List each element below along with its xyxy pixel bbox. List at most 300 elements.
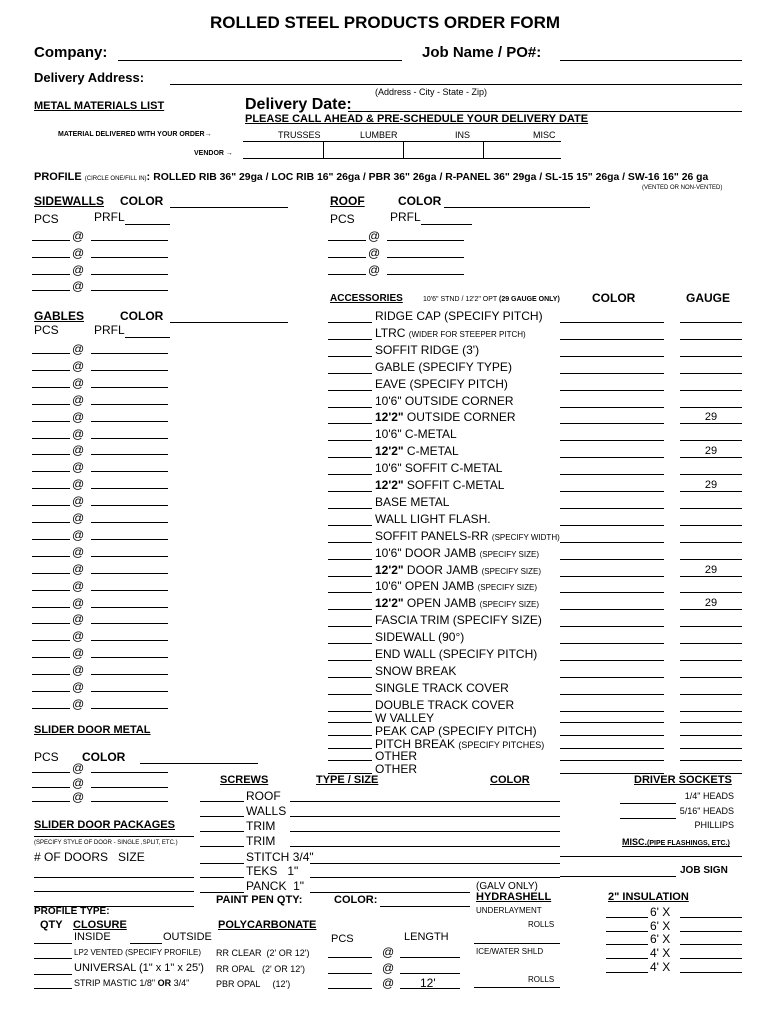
slider-packages-field[interactable] [34, 836, 194, 837]
accessory-item-9 [375, 445, 459, 457]
accessory-qty-7[interactable] [328, 423, 372, 424]
gables-qty-4[interactable] [32, 404, 70, 405]
sidewalls-pcs-label: PCS [34, 212, 59, 226]
gables-length-1[interactable] [91, 353, 168, 354]
gables-length-2[interactable] [91, 370, 168, 371]
roof-qty-3[interactable] [328, 274, 366, 275]
sidewalls-at-4: @ [72, 279, 85, 294]
accessories-note: 10'6" STND / 12'2" OPT (29 GAUGE ONLY) [423, 296, 560, 303]
gables-qty-17[interactable] [32, 623, 70, 624]
slider-metal-qty-2[interactable] [32, 787, 70, 788]
call-ahead-note: PLEASE CALL AHEAD & PRE-SCHEDULE YOUR DELIVERY DATE [245, 113, 589, 125]
num-doors-field-2[interactable] [34, 891, 194, 892]
roof-color-field[interactable] [444, 207, 590, 208]
accessory-color-16[interactable] [560, 576, 664, 577]
screw-qty-3[interactable] [200, 831, 244, 832]
driver-qty-2[interactable] [620, 818, 676, 819]
accessory-qty-9[interactable] [328, 457, 372, 458]
accessory-color-14[interactable] [560, 542, 664, 543]
sidewalls-at-1: @ [72, 229, 85, 243]
accessory-color-24[interactable] [560, 711, 664, 712]
accessory-color-20[interactable] [560, 643, 664, 644]
screw-qty-1[interactable] [200, 801, 244, 802]
panck-line[interactable] [310, 892, 470, 893]
roof-qty-1[interactable] [328, 240, 366, 241]
lp2-qty[interactable] [34, 958, 72, 959]
pbr-opal-label: PBR OPAL (12') [216, 979, 291, 989]
num-doors-label: # OF DOORS SIZE [34, 850, 145, 864]
strip-mastic-qty[interactable] [34, 988, 72, 989]
teks-qty-field[interactable] [200, 877, 244, 878]
gables-qty-7[interactable] [32, 454, 70, 455]
accessory-qty-12[interactable] [328, 508, 372, 509]
accessory-item-note: (SPECIFY SIZE) [481, 566, 542, 576]
insulation-size-1: 6' X [650, 905, 671, 919]
gables-length-4[interactable] [91, 404, 168, 405]
screw-item-1: ROOF [246, 789, 281, 803]
gables-length-9[interactable] [91, 488, 168, 489]
accessory-gauge-field-23[interactable] [680, 694, 742, 695]
accessory-color-7[interactable] [560, 423, 664, 424]
metal-materials-list-label: METAL MATERIALS LIST [34, 100, 165, 112]
gables-length-16[interactable] [91, 607, 168, 608]
accessory-item-main: END WALL (SPECIFY PITCH) [375, 647, 538, 661]
screw-line-1[interactable] [290, 801, 560, 802]
insulation-length-3[interactable] [680, 944, 742, 945]
accessory-qty-6[interactable] [328, 407, 372, 408]
accessory-gauge-field-8[interactable] [680, 440, 742, 441]
accessory-color-19[interactable] [560, 626, 664, 627]
slider-metal-qty-1[interactable] [32, 772, 70, 773]
accessory-item-21 [375, 648, 537, 660]
accessory-qty-23[interactable] [328, 694, 372, 695]
accessory-tail-item-5 [375, 763, 417, 775]
inside-qty[interactable] [34, 943, 72, 944]
gables-at-14: @ [72, 561, 85, 576]
sidewalls-length-2[interactable] [91, 257, 168, 258]
gables-at-21: @ [72, 680, 85, 694]
gables-at-13: @ [72, 544, 85, 559]
roof-length-3[interactable] [387, 274, 464, 275]
profile-options[interactable]: ROLLED RIB 36" 29ga / LOC RIB 16" 26ga / PBR 36" 26ga / R-PANEL 36" 29ga / SL-15 15" 26ga / SW-16 16" 26 ga [153, 172, 709, 183]
accessory-item-main: 10'6" C-METAL [375, 427, 457, 442]
accessory-item-13 [375, 513, 491, 525]
delivery-date-field[interactable] [348, 111, 742, 112]
sidewalls-at-3: @ [72, 262, 85, 277]
accessory-qty-22[interactable] [328, 677, 372, 678]
insulation-size-5: 4' X [650, 960, 671, 974]
gables-length-3[interactable] [91, 387, 168, 388]
accessory-qty-8[interactable] [328, 440, 372, 441]
accessory-color-15[interactable] [560, 559, 664, 560]
slider-metal-at-1: @ [72, 761, 85, 775]
accessory-gauge-field-5[interactable] [680, 390, 742, 391]
gables-qty-18[interactable] [32, 640, 70, 641]
gables-qty-11[interactable] [32, 522, 70, 523]
accessory-color-23[interactable] [560, 694, 664, 695]
poly-pcs-1[interactable] [328, 957, 372, 958]
accessory-item-main: 10'6" OPEN JAMB [375, 579, 478, 594]
gables-length-7[interactable] [91, 454, 168, 455]
accessory-color-10[interactable] [560, 474, 664, 475]
slider-metal-at-2: @ [72, 775, 85, 790]
accessory-gauge-field-16[interactable] [680, 576, 742, 577]
accessory-gauge-field-12[interactable] [680, 508, 742, 509]
screws-type-size: TYPE / SIZE [316, 774, 379, 786]
gables-length-20[interactable] [91, 674, 168, 675]
accessory-color-12[interactable] [560, 508, 664, 509]
accessory-color-6[interactable] [560, 407, 664, 408]
accessory-color-3[interactable] [560, 356, 664, 357]
gables-qty-13[interactable] [32, 556, 70, 557]
accessory-tail-item-4 [375, 750, 417, 762]
gables-length-19[interactable] [91, 657, 168, 658]
gables-qty-16[interactable] [32, 607, 70, 608]
accessory-qty-4[interactable] [328, 373, 372, 374]
roof-pcs-label: PCS [330, 212, 355, 226]
sidewalls-at-2: @ [72, 245, 85, 260]
accessory-qty-16[interactable] [328, 576, 372, 577]
accessory-gauge-field-6[interactable] [680, 407, 742, 408]
material-delivered-label: MATERIAL DELIVERED WITH YOUR ORDER→ [58, 131, 212, 138]
paint-color-field[interactable] [380, 906, 470, 907]
gables-at-7: @ [72, 443, 85, 458]
insulation-qty-3[interactable] [606, 944, 648, 945]
accessory-tail-gauge-1[interactable] [680, 722, 742, 723]
accessory-tail-qty-3[interactable] [328, 748, 372, 749]
poly-length-label: LENGTH [404, 931, 449, 943]
panck-qty-field[interactable] [200, 892, 244, 893]
accessory-tail-item-1 [375, 712, 434, 724]
roof-length-2[interactable] [387, 257, 464, 258]
accessory-gauge-field-20[interactable] [680, 643, 742, 644]
accessory-tail-gauge-3[interactable] [680, 748, 742, 749]
slider-metal-title: SLIDER DOOR METAL [34, 724, 151, 736]
accessory-color-17[interactable] [560, 592, 664, 593]
gables-pcs-label: PCS [34, 323, 59, 337]
accessory-tail-qty-4[interactable] [328, 760, 372, 761]
accessory-item-23 [375, 682, 509, 694]
slider-metal-length-2[interactable] [91, 787, 168, 788]
gables-qty-5[interactable] [32, 421, 70, 422]
accessory-item-24 [375, 699, 514, 711]
insulation-qty-4[interactable] [606, 958, 648, 959]
accessory-color-18[interactable] [560, 609, 664, 610]
accessory-gauge-18: 29 [704, 597, 718, 610]
stitch-label: STITCH 3/4" [246, 850, 314, 864]
accessory-item-main: 12'2" [375, 444, 404, 459]
accessory-item-rest: C-METAL [403, 444, 459, 459]
accessory-item-main: RIDGE CAP (SPECIFY PITCH) [375, 309, 543, 323]
teks-line[interactable] [310, 877, 560, 878]
option-lumber[interactable]: LUMBER [360, 130, 398, 140]
accessory-gauge-field-17[interactable] [680, 592, 742, 593]
vented-note: (VENTED OR NON-VENTED) [642, 185, 723, 191]
accessory-tail-gauge-4[interactable] [680, 760, 742, 761]
sidewalls-length-4[interactable] [91, 290, 168, 291]
accessory-qty-19[interactable] [328, 626, 372, 627]
gables-qty-20[interactable] [32, 674, 70, 675]
gables-at-10: @ [72, 494, 85, 509]
accessory-color-1[interactable] [560, 322, 664, 323]
accessory-item-main: 10'6" SOFFIT C-METAL [375, 461, 503, 476]
accessory-gauge-7: 29 [704, 411, 718, 424]
accessory-item-rest: SOFFIT C-METAL [403, 478, 505, 492]
accessory-color-13[interactable] [560, 525, 664, 526]
sidewalls-prfl-field[interactable] [125, 224, 170, 225]
teks-label: TEKS 1" [246, 864, 299, 878]
accessory-item-8 [375, 428, 457, 440]
poly-pcs-2[interactable] [328, 973, 372, 974]
accessory-tail-color-2[interactable] [560, 735, 664, 736]
slider-metal-color-field[interactable] [140, 763, 258, 764]
insulation-size-2: 6' X [650, 919, 671, 933]
ice-water-qty[interactable] [474, 987, 560, 988]
option-trusses[interactable]: TRUSSES [278, 130, 321, 140]
gables-length-13[interactable] [91, 556, 168, 557]
gables-qty-22[interactable] [32, 708, 70, 709]
accessory-qty-5[interactable] [328, 390, 372, 391]
accessory-item-main: SIDEWALL (90°) [375, 630, 465, 645]
gables-qty-1[interactable] [32, 353, 70, 354]
accessory-color-2[interactable] [560, 339, 664, 340]
slider-packages-hint: (SPECIFY STYLE OF DOOR - SINGLE ,SPLIT, ETC.) [34, 840, 178, 846]
accessory-color-8[interactable] [560, 440, 664, 441]
driver-qty-1[interactable] [620, 803, 676, 804]
gables-length-14[interactable] [91, 573, 168, 574]
company-label: Company: [34, 44, 108, 61]
accessory-item-11 [375, 479, 504, 491]
job-sign-qty[interactable] [560, 876, 676, 877]
gables-length-6[interactable] [91, 438, 168, 439]
accessory-qty-2[interactable] [328, 339, 372, 340]
accessory-qty-20[interactable] [328, 643, 372, 644]
underlayment-label: UNDERLAYMENT [476, 906, 542, 915]
accessory-gauge-field-4[interactable] [680, 373, 742, 374]
screw-line-3[interactable] [290, 831, 560, 832]
accessory-gauge-field-13[interactable] [680, 525, 742, 526]
misc-field[interactable] [560, 856, 742, 857]
roof-length-1[interactable] [387, 240, 464, 241]
insulation-qty-5[interactable] [606, 972, 648, 973]
accessory-qty-3[interactable] [328, 356, 372, 357]
accessory-item-main: FASCIA TRIM (SPECIFY SIZE) [375, 613, 542, 628]
accessory-qty-11[interactable] [328, 491, 372, 492]
misc-label: MISC.(PIPE FLASHINGS, ETC.) [622, 837, 730, 847]
accessory-qty-15[interactable] [328, 559, 372, 560]
vendor-line[interactable] [243, 158, 561, 159]
sidewalls-qty-4[interactable] [32, 290, 70, 291]
gables-qty-8[interactable] [32, 471, 70, 472]
sidewalls-color-field[interactable] [170, 207, 288, 208]
gables-at-17: @ [72, 612, 85, 627]
delivery-address-label: Delivery Address: [34, 70, 145, 85]
accessory-gauge-field-15[interactable] [680, 559, 742, 560]
roof-qty-2[interactable] [328, 257, 366, 258]
gables-qty-3[interactable] [32, 387, 70, 388]
accessory-qty-10[interactable] [328, 474, 372, 475]
insulation-qty-2[interactable] [606, 931, 648, 932]
gables-length-21[interactable] [91, 691, 168, 692]
lp2-label: LP2 VENTED (SPECIFY PROFILE) [74, 948, 201, 957]
accessory-gauge-9: 29 [704, 445, 718, 458]
accessory-gauge-field-19[interactable] [680, 626, 742, 627]
poly-pcs-3[interactable] [328, 988, 372, 989]
roof-prfl-field[interactable] [421, 224, 472, 225]
num-doors-field-1[interactable] [34, 877, 194, 878]
roof-title: ROOF [330, 194, 365, 208]
accessory-tail-qty-1[interactable] [328, 722, 372, 723]
accessory-qty-14[interactable] [328, 542, 372, 543]
accessory-color-11[interactable] [560, 491, 664, 492]
sidewalls-length-1[interactable] [91, 240, 168, 241]
gables-length-11[interactable] [91, 522, 168, 523]
accessory-gauge-field-10[interactable] [680, 474, 742, 475]
gables-qty-14[interactable] [32, 573, 70, 574]
gables-title: GABLES [34, 309, 85, 323]
screw-qty-2[interactable] [200, 816, 244, 817]
accessory-item-main: WALL LIGHT FLASH. [375, 511, 491, 526]
underlayment-qty[interactable] [474, 943, 560, 944]
gables-length-22[interactable] [91, 708, 168, 709]
page-title: ROLLED STEEL PRODUCTS ORDER FORM [209, 13, 561, 32]
insulation-length-4[interactable] [680, 958, 742, 959]
gables-qty-2[interactable] [32, 370, 70, 371]
gables-qty-10[interactable] [32, 505, 70, 506]
delivery-address-field[interactable] [170, 84, 742, 85]
insulation-length-1[interactable] [680, 917, 742, 918]
sidewalls-qty-1[interactable] [32, 240, 70, 241]
accessory-item-1 [375, 310, 543, 322]
accessory-qty-21[interactable] [328, 660, 372, 661]
accessory-gauge-field-24[interactable] [680, 711, 742, 712]
gables-qty-19[interactable] [32, 657, 70, 658]
accessory-qty-24[interactable] [328, 711, 372, 712]
accessory-gauge-field-18[interactable] [680, 609, 742, 610]
insulation-length-5[interactable] [680, 972, 742, 973]
accessory-qty-17[interactable] [328, 592, 372, 593]
screw-qty-4[interactable] [200, 846, 244, 847]
gables-length-17[interactable] [91, 623, 168, 624]
roof-at-3: @ [368, 262, 381, 277]
universal-qty[interactable] [34, 974, 72, 975]
insulation-length-2[interactable] [680, 931, 742, 932]
accessory-item-2 [375, 327, 526, 339]
accessory-tail-item-2 [375, 725, 537, 737]
accessory-tail-label: PEAK CAP (SPECIFY PITCH) [375, 724, 537, 738]
stitch-line[interactable] [310, 863, 560, 864]
driver-item-1: 1/4" HEADS [684, 791, 734, 801]
screw-line-2[interactable] [290, 816, 560, 817]
accessory-color-4[interactable] [560, 373, 664, 374]
job-sign-label: JOB SIGN [680, 865, 728, 876]
gables-color-field[interactable] [170, 322, 288, 323]
gables-qty-6[interactable] [32, 438, 70, 439]
accessory-color-22[interactable] [560, 677, 664, 678]
gables-length-12[interactable] [91, 539, 168, 540]
gables-length-18[interactable] [91, 640, 168, 641]
sidewalls-length-3[interactable] [91, 274, 168, 275]
accessory-gauge-field-9[interactable] [680, 457, 742, 458]
accessory-gauge-field-1[interactable] [680, 322, 742, 323]
accessory-tail-qty-2[interactable] [328, 735, 372, 736]
accessory-qty-1[interactable] [328, 322, 372, 323]
qty-label: QTY [40, 919, 63, 931]
outside-label: OUTSIDE [163, 931, 212, 943]
gables-prfl-field[interactable] [125, 337, 170, 338]
gables-qty-21[interactable] [32, 691, 70, 692]
vendor-label: VENDOR → [194, 150, 233, 157]
accessory-tail-color-3[interactable] [560, 748, 664, 749]
accessory-item-note: (SPECIFY SIZE) [479, 600, 540, 610]
job-name-field[interactable] [560, 60, 742, 61]
gables-qty-15[interactable] [32, 590, 70, 591]
accessory-item-main: BASE METAL [375, 494, 450, 509]
slider-metal-length-3[interactable] [91, 801, 168, 802]
sidewalls-qty-2[interactable] [32, 257, 70, 258]
accessory-gauge-field-21[interactable] [680, 660, 742, 661]
poly-length-1[interactable] [400, 957, 460, 958]
accessory-tail-color-4[interactable] [560, 760, 664, 761]
accessory-gauge-field-7[interactable] [680, 423, 742, 424]
accessory-gauge-field-22[interactable] [680, 677, 742, 678]
company-field[interactable] [118, 60, 402, 61]
outside-qty[interactable] [130, 943, 162, 944]
accessory-color-5[interactable] [560, 390, 664, 391]
accessory-item-main: SINGLE TRACK COVER [375, 680, 509, 695]
universal-label: UNIVERSAL (1" x 1" x 25') [74, 962, 204, 974]
poly-length-2[interactable] [400, 973, 460, 974]
accessories-gauge-header: GAUGE [686, 291, 731, 305]
stitch-qty-field[interactable] [200, 863, 244, 864]
gables-at-6: @ [72, 426, 85, 441]
option-ins[interactable]: INS [455, 130, 471, 140]
accessory-gauge-field-14[interactable] [680, 542, 742, 543]
accessory-qty-18[interactable] [328, 609, 372, 610]
accessory-gauge-field-2[interactable] [680, 339, 742, 340]
screw-line-4[interactable] [290, 846, 560, 847]
accessory-color-21[interactable] [560, 660, 664, 661]
accessory-tail-color-1[interactable] [560, 722, 664, 723]
accessory-item-main: SOFFIT RIDGE (3') [375, 342, 480, 357]
accessory-gauge-field-3[interactable] [680, 356, 742, 357]
gables-length-8[interactable] [91, 471, 168, 472]
accessory-color-9[interactable] [560, 457, 664, 458]
sidewalls-qty-3[interactable] [32, 274, 70, 275]
gables-prfl-label: PRFL [94, 323, 125, 337]
gables-length-10[interactable] [91, 505, 168, 506]
gables-qty-12[interactable] [32, 539, 70, 540]
gables-length-5[interactable] [91, 421, 168, 422]
insulation-qty-1[interactable] [606, 917, 648, 918]
accessory-item-main: 12'2" [375, 596, 404, 611]
accessory-item-19 [375, 614, 542, 626]
accessory-tail-gauge-2[interactable] [680, 735, 742, 736]
accessory-qty-13[interactable] [328, 525, 372, 526]
option-misc[interactable]: MISC [533, 130, 556, 140]
accessory-item-main: LTRC [375, 325, 409, 340]
sidewalls-color-label: COLOR [120, 194, 164, 208]
ice-water-label: ICE/WATER SHLD [476, 947, 544, 956]
poly-at-1: @ [382, 945, 395, 959]
slider-metal-length-1[interactable] [91, 772, 168, 773]
gables-length-15[interactable] [91, 590, 168, 591]
accessory-gauge-field-11[interactable] [680, 491, 742, 492]
accessory-item-7 [375, 411, 516, 423]
gables-qty-9[interactable] [32, 488, 70, 489]
accessory-item-14 [375, 530, 560, 542]
slider-metal-qty-3[interactable] [32, 801, 70, 802]
